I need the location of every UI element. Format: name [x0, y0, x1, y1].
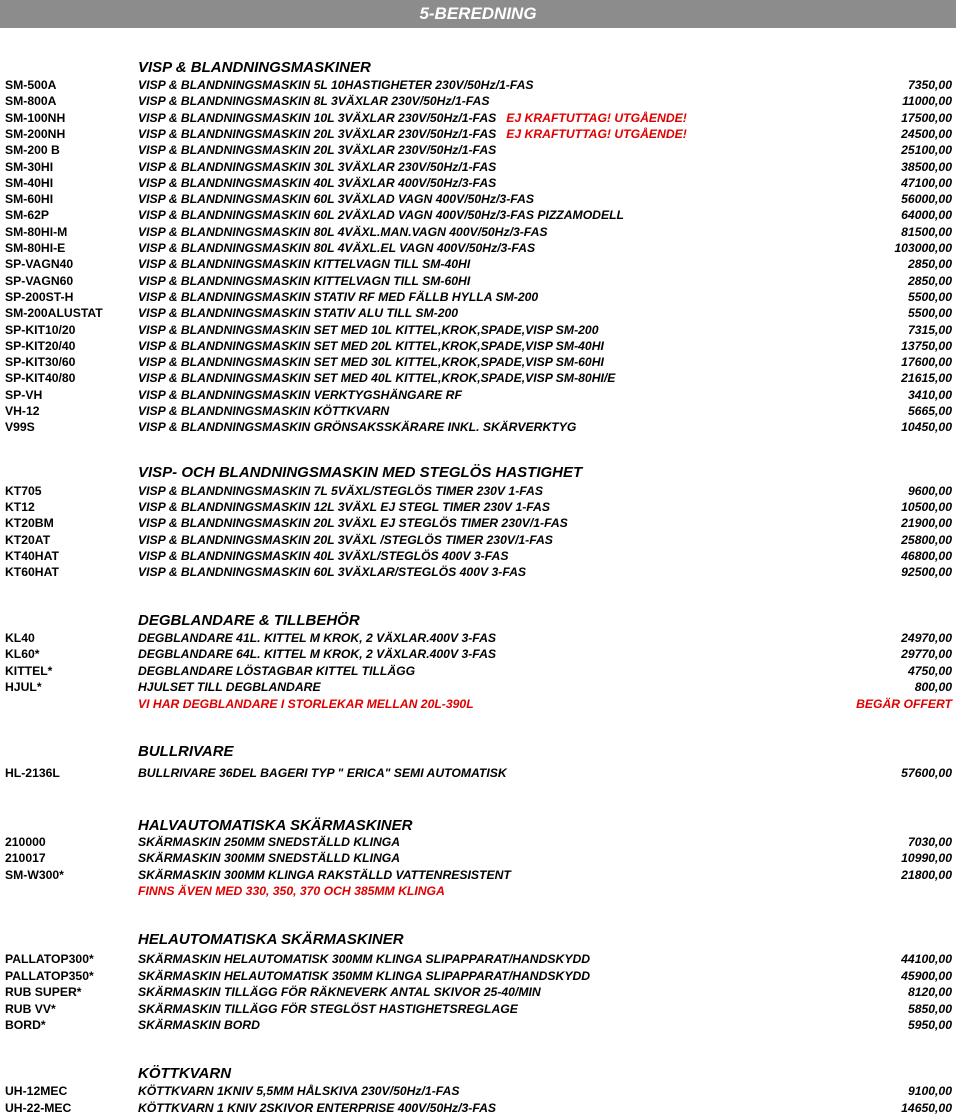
item-description: [138, 126, 687, 142]
table-row: [0, 548, 958, 564]
item-code: KL40: [5, 631, 35, 645]
table-row: [0, 159, 958, 175]
item-description: [138, 289, 538, 305]
table-row: [0, 951, 958, 967]
item-price: 81500,00: [901, 224, 952, 239]
item-price: 9600,00: [907, 484, 952, 498]
item-description: [138, 532, 553, 548]
item-description: [138, 867, 511, 883]
item-description: [138, 696, 474, 712]
item-price: 8120,00: [907, 985, 952, 1000]
item-description-text: VISP & BLANDNINGSMASKIN 20L 3VÄXL /STEGLÖS TIMER 230V/1-FAS: [138, 532, 553, 547]
item-description-text: SKÄRMASKIN TILLÄGG FÖR STEGLÖST HASTIGHETSREGLAGE: [138, 1001, 518, 1016]
item-code: PALLATOP300*: [5, 952, 94, 966]
item-description: [138, 1001, 518, 1017]
item-price: 5950,00: [907, 1018, 952, 1033]
item-price: 103000,00: [894, 241, 952, 255]
item-description-text: VISP & BLANDNINGSMASKIN 30L 3VÄXLAR 230V/50Hz/1-FAS: [138, 159, 497, 174]
table-row: [0, 765, 958, 781]
item-description-text: VISP & BLANDNINGSMASKIN STATIV ALU TILL SM-200: [138, 306, 459, 321]
table-row: [0, 1100, 958, 1116]
item-description: [138, 630, 496, 646]
item-code: KT705: [5, 484, 42, 498]
item-description: [138, 646, 496, 662]
table-row: [0, 532, 958, 548]
section-heading: HELAUTOMATISKA SKÄRMASKINER: [138, 931, 404, 948]
item-code: SP-KIT30/60: [5, 355, 76, 370]
item-code: SM-80HI-E: [5, 241, 66, 255]
item-description: [138, 305, 458, 321]
item-description-text: VISP & BLANDNINGSMASKIN 60L 3VÄXLAR/STEGLÖS 400V 3-FAS: [138, 565, 527, 579]
item-description: [138, 191, 534, 207]
table-row: [0, 850, 958, 866]
item-price: 17600,00: [901, 355, 952, 370]
table-row: [0, 403, 958, 419]
item-description: [138, 159, 496, 175]
item-price: 64000,00: [901, 208, 952, 223]
item-code: SM-200NH: [5, 126, 66, 141]
section-heading: KÖTTKVARN: [138, 1065, 232, 1082]
table-row: [0, 77, 958, 93]
item-description-text: VISP & BLANDNINGSMASKIN SET MED 30L KITTEL,KROK,SPADE,VISP SM-60HI: [138, 355, 604, 370]
item-description-text: SKÄRMASKIN 300MM KLINGA RAKSTÄLLD VATTENRESISTENT: [138, 867, 511, 882]
item-price: 7030,00: [907, 835, 952, 849]
item-price: 800,00: [914, 680, 952, 695]
item-description: [138, 403, 389, 419]
item-price: 25800,00: [901, 532, 952, 547]
item-description: [138, 499, 550, 515]
item-description-text: VISP & BLANDNINGSMASKIN SET MED 20L KITTEL,KROK,SPADE,VISP SM-40HI: [138, 338, 604, 353]
section-heading: HALVAUTOMATISKA SKÄRMASKINER: [138, 817, 413, 834]
item-description: [138, 207, 624, 223]
table-row: [0, 338, 958, 354]
table-row: [0, 834, 958, 850]
item-code: HL-2136L: [5, 766, 60, 780]
item-description-text: KÖTTKVARN 1KNIV 5,5MM HÅLSKIVA 230V/50Hz/1-FAS: [138, 1084, 460, 1098]
item-description-text: VISP & BLANDNINGSMASKIN 20L 3VÄXLAR 230V/50Hz/1-FAS: [138, 143, 497, 158]
item-description-text: VISP & BLANDNINGSMASKIN KÖTTKVARN: [138, 404, 390, 418]
item-price: 21800,00: [901, 867, 952, 882]
item-code: SM-80HI-M: [5, 224, 68, 239]
item-description-text: VISP & BLANDNINGSMASKIN 10L 3VÄXLAR 230V/50Hz/1-FAS: [138, 110, 497, 125]
item-description-text: VISP & BLANDNINGSMASKIN 7L 5VÄXL/STEGLÖS TIMER 230V 1-FAS: [138, 484, 543, 498]
item-code: SP-KIT10/20: [5, 322, 76, 337]
item-price: 2850,00: [907, 273, 952, 288]
item-description-text: VISP & BLANDNINGSMASKIN KITTELVAGN TILL SM-60HI: [138, 273, 471, 288]
item-price: 10500,00: [901, 500, 952, 515]
item-description-text: SKÄRMASKIN HELAUTOMATISK 300MM KLINGA SLIPAPPARAT/HANDSKYDD: [138, 952, 591, 966]
item-code: BORD*: [5, 1018, 46, 1033]
item-price: 7315,00: [907, 322, 952, 337]
table-row: [0, 387, 958, 403]
table-row: [0, 984, 958, 1000]
item-description: [138, 387, 462, 403]
table-row: [0, 370, 958, 386]
item-description-text: VISP & BLANDNINGSMASKIN STATIV RF MED FÄLLB HYLLA SM-200: [138, 289, 539, 304]
item-price: 21615,00: [901, 371, 952, 386]
item-price: 47100,00: [901, 175, 952, 190]
item-code: SP-VH: [5, 387, 43, 402]
item-description-text: VISP & BLANDNINGSMASKIN 40L 3VÄXLAR 400V/50Hz/3-FAS: [138, 175, 497, 190]
item-code: SP-KIT40/80: [5, 371, 76, 386]
item-code: UH-22-MEC: [5, 1100, 72, 1115]
table-row: [0, 1001, 958, 1017]
item-code: KT20BM: [5, 516, 54, 531]
item-code: V99S: [5, 420, 35, 435]
item-description: [138, 77, 534, 93]
item-price: 14650,00: [901, 1100, 952, 1115]
table-row: [0, 499, 958, 515]
item-price: 21900,00: [901, 516, 952, 531]
table-row: [0, 679, 958, 695]
table-row: [0, 256, 958, 272]
table-row: [0, 110, 958, 126]
section-heading: BULLRIVARE: [138, 743, 234, 760]
item-description-text: SKÄRMASKIN BORD: [138, 1018, 260, 1033]
item-price: 44100,00: [901, 952, 952, 966]
table-row: [0, 483, 958, 499]
table-row: [0, 175, 958, 191]
item-price: 17500,00: [901, 110, 952, 125]
item-description-text: VISP & BLANDNINGSMASKIN 8L 3VÄXLAR 230V/50Hz/1-FAS: [138, 94, 490, 109]
item-price: 5850,00: [907, 1001, 952, 1016]
item-code: RUB VV*: [5, 1001, 56, 1016]
item-description: [138, 834, 400, 850]
item-description: [138, 548, 508, 564]
item-price: 13750,00: [901, 338, 952, 353]
item-price: 57600,00: [901, 766, 952, 780]
item-code: SM-40HI: [5, 175, 54, 190]
item-description: [138, 338, 604, 354]
item-price: 10990,00: [901, 851, 952, 866]
item-price: 3410,00: [907, 387, 952, 402]
item-description-text: VISP & BLANDNINGSMASKIN 20L 3VÄXL EJ STEGLÖS TIMER 230V/1-FAS: [138, 516, 568, 531]
item-price: 10450,00: [901, 420, 952, 435]
item-description-text: VISP & BLANDNINGSMASKIN VERKTYGSHÄNGARE RF: [138, 387, 462, 402]
section-heading: VISP & BLANDNINGSMASKINER: [138, 59, 371, 76]
item-description: [138, 515, 568, 531]
item-description: [138, 951, 590, 967]
item-description-text: SKÄRMASKIN 250MM SNEDSTÄLLD KLINGA: [138, 835, 401, 849]
item-description-text: FINNS ÄVEN MED 330, 350, 370 OCH 385MM KLINGA: [138, 883, 445, 898]
item-description: [138, 1017, 260, 1033]
item-code: KT40HAT: [5, 548, 59, 563]
item-code: SP-VAGN40: [5, 257, 74, 272]
item-code: SP-KIT20/40: [5, 338, 76, 353]
item-description: [138, 273, 470, 289]
item-note: EJ KRAFTUTTAG! UTGÅENDE!: [506, 126, 687, 141]
item-price: 11000,00: [902, 94, 952, 109]
item-price: 9100,00: [907, 1084, 952, 1098]
item-description: [138, 968, 590, 984]
item-description: [138, 883, 445, 899]
item-price: 24970,00: [901, 631, 952, 645]
item-price: 5665,00: [907, 404, 952, 418]
item-description: [138, 663, 415, 679]
table-row: [0, 419, 958, 435]
item-code: SP-VAGN60: [5, 273, 74, 288]
table-row: [0, 322, 958, 338]
page-banner: [0, 0, 956, 28]
table-row: [0, 883, 958, 899]
item-code: SM-W300*: [5, 867, 64, 882]
item-description: [138, 419, 576, 435]
item-code: SM-30HI: [5, 159, 54, 174]
table-row: [0, 142, 958, 158]
item-description-text: SKÄRMASKIN 300MM SNEDSTÄLLD KLINGA: [138, 851, 401, 866]
section-heading: VISP- OCH BLANDNINGSMASKIN MED STEGLÖS HASTIGHET: [138, 464, 583, 481]
table-row: [0, 207, 958, 223]
item-code: SP-200ST-H: [5, 289, 74, 304]
item-price: 7350,00: [907, 78, 952, 92]
item-description-text: VISP & BLANDNINGSMASKIN SET MED 10L KITTEL,KROK,SPADE,VISP SM-200: [138, 322, 599, 337]
table-row: [0, 646, 958, 662]
item-code: SM-60HI: [5, 192, 54, 207]
item-description-text: KÖTTKVARN 1 KNIV 2SKIVOR ENTERPRISE 400V/50Hz/3-FAS: [138, 1100, 497, 1115]
table-row: [0, 289, 958, 305]
item-description: [138, 175, 496, 191]
item-description-text: VISP & BLANDNINGSMASKIN 5L 10HASTIGHETER 230V/50Hz/1-FAS: [138, 78, 534, 92]
table-row: [0, 564, 958, 580]
item-price: BEGÄR OFFERT: [856, 696, 952, 711]
item-code: SM-800A: [5, 94, 57, 109]
item-description-text: VISP & BLANDNINGSMASKIN 80L 4VÄXL.MAN.VAGN 400V/50Hz/3-FAS: [138, 224, 548, 239]
table-row: [0, 93, 958, 109]
table-row: [0, 1017, 958, 1033]
item-description-text: VISP & BLANDNINGSMASKIN KITTELVAGN TILL SM-40HI: [138, 257, 471, 272]
item-description: [138, 322, 598, 338]
item-price: 92500,00: [901, 565, 952, 579]
item-description-text: VISP & BLANDNINGSMASKIN 12L 3VÄXL EJ STEGL TIMER 230V 1-FAS: [138, 500, 550, 515]
item-description-text: VISP & BLANDNINGSMASKIN 60L 3VÄXLAD VAGN 400V/50Hz/3-FAS: [138, 192, 534, 207]
item-code: KT20AT: [5, 532, 51, 547]
item-description: [138, 142, 496, 158]
table-row: [0, 191, 958, 207]
item-description: [138, 256, 470, 272]
item-code: SM-100NH: [5, 110, 66, 125]
item-code: KL60*: [5, 647, 40, 662]
item-description: [138, 93, 489, 109]
table-row: [0, 1083, 958, 1099]
item-description-text: VISP & BLANDNINGSMASKIN GRÖNSAKSSKÄRARE INKL. SKÄRVERKTYG: [138, 420, 577, 435]
item-code: KT60HAT: [5, 565, 59, 579]
item-price: 38500,00: [901, 159, 952, 174]
item-note: EJ KRAFTUTTAG! UTGÅENDE!: [506, 110, 687, 125]
item-description-text: SKÄRMASKIN TILLÄGG FÖR RÄKNEVERK ANTAL SKIVOR 25-40/MIN: [138, 985, 541, 1000]
table-row: [0, 696, 958, 712]
item-code: 210017: [5, 851, 46, 866]
item-description-text: BULLRIVARE 36DEL BAGERI TYP " ERICA" SEMI AUTOMATISK: [138, 766, 507, 780]
item-price: 24500,00: [901, 126, 952, 141]
item-price: 5500,00: [907, 306, 952, 321]
banner-title: 5-BEREDNING: [419, 4, 537, 23]
item-description-text: VISP & BLANDNINGSMASKIN 40L 3VÄXL/STEGLÖS 400V 3-FAS: [138, 548, 509, 563]
item-description: [138, 354, 604, 370]
item-description-text: VISP & BLANDNINGSMASKIN 60L 2VÄXLAD VAGN 400V/50Hz/3-FAS PIZZAMODELL: [138, 208, 624, 223]
item-description: [138, 765, 507, 781]
table-row: [0, 126, 958, 142]
item-code: UH-12MEC: [5, 1084, 68, 1098]
item-description: [138, 224, 548, 240]
item-price: 45900,00: [901, 968, 952, 983]
item-price: 2850,00: [907, 257, 952, 272]
item-code: SM-62P: [5, 208, 50, 223]
item-description: [138, 370, 615, 386]
table-row: [0, 663, 958, 679]
table-row: [0, 515, 958, 531]
item-code: KT12: [5, 500, 35, 515]
table-row: [0, 224, 958, 240]
item-price: 25100,00: [901, 143, 952, 158]
item-price: 5500,00: [907, 289, 952, 304]
item-description: [138, 679, 321, 695]
item-description: [138, 1083, 459, 1099]
section-heading: DEGBLANDARE & TILLBEHÖR: [138, 612, 360, 629]
item-price: 4750,00: [907, 663, 952, 678]
item-code: PALLATOP350*: [5, 968, 94, 983]
item-price: 56000,00: [901, 192, 952, 207]
table-row: [0, 354, 958, 370]
item-code: HJUL*: [5, 680, 42, 695]
table-row: [0, 867, 958, 883]
item-code: SM-200ALUSTAT: [5, 306, 103, 321]
table-row: [0, 305, 958, 321]
table-row: [0, 273, 958, 289]
item-description-text: DEGBLANDARE 41L. KITTEL M KROK, 2 VÄXLAR.400V 3-FAS: [138, 631, 497, 645]
item-description-text: VISP & BLANDNINGSMASKIN 80L 4VÄXL.EL VAGN 400V/50Hz/3-FAS: [138, 241, 536, 255]
item-code: RUB SUPER*: [5, 985, 82, 1000]
item-description: [138, 1100, 496, 1116]
item-code: 210000: [5, 835, 46, 849]
table-row: [0, 968, 958, 984]
item-description-text: DEGBLANDARE LÖSTAGBAR KITTEL TILLÄGG: [138, 663, 416, 678]
item-price: 46800,00: [901, 548, 952, 563]
item-description-text: SKÄRMASKIN HELAUTOMATISK 350MM KLINGA SLIPAPPARAT/HANDSKYDD: [138, 968, 591, 983]
table-row: [0, 630, 958, 646]
item-description: [138, 110, 687, 126]
item-description-text: HJULSET TILL DEGBLANDARE: [138, 680, 321, 695]
item-description-text: VI HAR DEGBLANDARE I STORLEKAR MELLAN 20L-390L: [138, 696, 474, 711]
item-code: KITTEL*: [5, 663, 53, 678]
item-description-text: DEGBLANDARE 64L. KITTEL M KROK, 2 VÄXLAR.400V 3-FAS: [138, 647, 497, 662]
item-description-text: VISP & BLANDNINGSMASKIN 20L 3VÄXLAR 230V/50Hz/1-FAS: [138, 126, 497, 141]
item-description-text: VISP & BLANDNINGSMASKIN SET MED 40L KITTEL,KROK,SPADE,VISP SM-80HI/E: [138, 371, 616, 386]
item-code: SM-500A: [5, 78, 57, 92]
item-description: [138, 984, 541, 1000]
table-row: [0, 240, 958, 256]
item-description: [138, 850, 400, 866]
item-code: SM-200 B: [5, 143, 60, 158]
item-description: [138, 564, 526, 580]
item-description: [138, 240, 535, 256]
item-price: 29770,00: [901, 647, 952, 662]
item-description: [138, 483, 543, 499]
item-code: VH-12: [5, 404, 40, 418]
